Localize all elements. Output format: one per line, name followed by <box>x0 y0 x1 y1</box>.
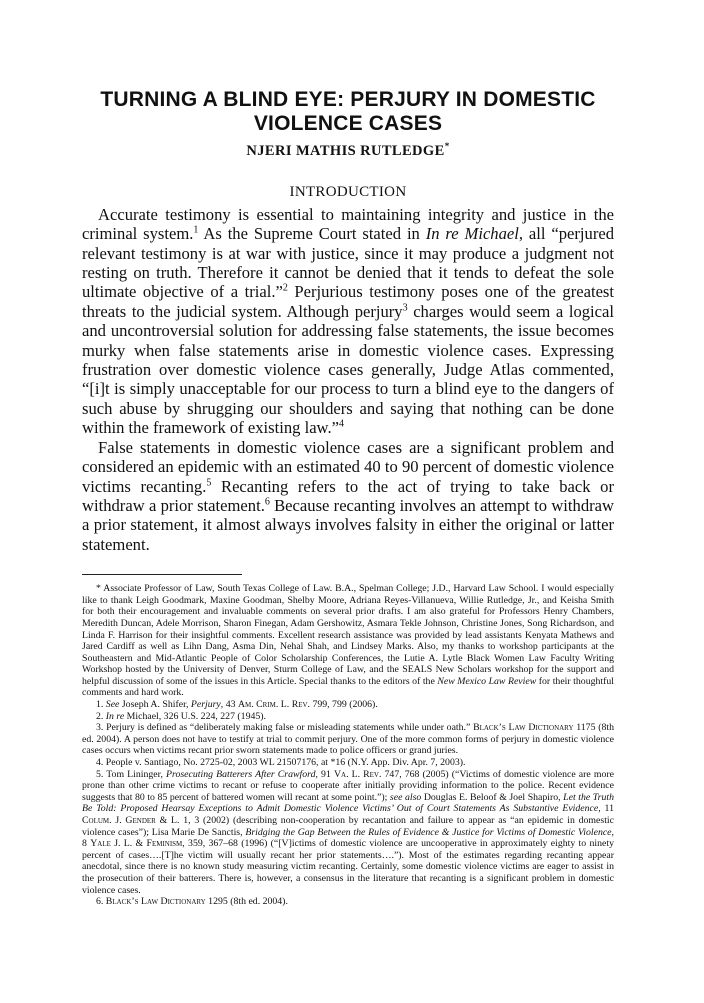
fn-star-text-b: for their thoughtful comments and hard work. <box>82 675 614 699</box>
p1-text-a: Accurate testimony is essential to maintaining integrity and justice in the criminal system. <box>82 204 614 244</box>
footnote-star <box>82 583 614 699</box>
fn5-journal-3: Yale J. L. & Feminism <box>90 838 183 850</box>
p1-text-c: , all “perjured relevant testimony is at war with justice, since it may produce a judgment not resting on truth. Therefore it cannot be denied that it tends to defeat the sole ultimate objective of a trial.” <box>82 224 615 302</box>
fn2-text: Michael, 326 U.S. 224, 227 (1945). <box>124 710 266 722</box>
fn3-text-a: 3. Perjury is defined as “deliberately making false or misleading statements while under oath.” <box>96 722 474 734</box>
author-name <box>82 141 614 160</box>
fn6-text: 1295 (8th ed. 2004). <box>205 896 288 908</box>
fn3-dictionary: Black’s Law Dictionary <box>473 722 574 734</box>
p2-text-b: Recanting refers to the act of trying to take back or withdraw a prior statement. <box>82 476 615 515</box>
fn5-text-e: , 11 <box>598 803 614 815</box>
footnote-1 <box>82 699 614 711</box>
title-line-1: TURNING A BLIND EYE: PERJURY IN DOMESTIC <box>100 88 596 111</box>
case-name-in-re-michael: In re Michael <box>425 224 519 244</box>
p1-text-e: charges would seem a logical and uncontroversial solution for addressing false statements, the issue becomes murky when false statements arise in domestic violence cases. Expressing frustration over domestic violence cases generally, Judge Atlas commented, “[i]t is simply unacceptable for our process to turn a blind eye to the dangers of such abuse by shrugging our shoulders and saying that nothing can be done within the framework of existing law.” <box>82 301 614 438</box>
fn5-text-b: , 91 <box>315 768 334 780</box>
footnote-ref-1: 1 <box>193 224 199 236</box>
body-paragraph-2 <box>82 438 614 554</box>
fn5-journal-1: Va. L. Rev. <box>333 768 382 780</box>
fn1-title: Perjury <box>190 699 221 711</box>
fn5-text-f: 1, 3 (2002) (describing non-cooperation by recantation and failure to appear as “an epidemic in domestic violence cases”); Lisa Marie De Sanctis, <box>82 815 614 838</box>
fn3-text-b: 1175 (8th ed. 2004). A person does not have to testify at trial to commit perjury. One of the more common forms of perjury in domestic violence cases occurs when victims recant prior sworn statements made to police officers or grand juries. <box>82 722 614 757</box>
footnote-ref-6: 6 <box>264 496 270 508</box>
fn5-signal: see also <box>389 791 422 803</box>
footnote-ref-3: 3 <box>402 302 408 314</box>
fn5-text-d: Douglas E. Beloof & Joel Shapiro, <box>421 791 564 803</box>
article-page <box>82 88 614 908</box>
footnote-6 <box>82 896 614 908</box>
p2-text-c: Because recanting involves an attempt to withdraw a prior statement, it almost always involves falsity in either the original or latter statement. <box>82 495 614 554</box>
fn5-journal-2: Colum. J. Gender & L. <box>82 815 180 827</box>
footnote-4 <box>82 757 614 769</box>
p2-text-a: False statements in domestic violence cases are a significant problem and considered an epidemic with an estimated 40 to 90 percent of domestic violence victims recanting. <box>82 437 614 496</box>
footnote-ref-5: 5 <box>206 476 212 488</box>
fn2-num: 2. <box>96 710 106 722</box>
fn5-text-h: , 359, 367–68 (1996) (“[V]ictims of domestic violence are uncooperative in approximately eighty to ninety percent of cases….[T]he victim will usually recant her prior statements….”). Most of the estimates regarding recanting appear anecdotal, since there is no known study measuring victim recanting. Certainly, some domestic violence victims are eager to assist in the prosecution of their batterers. There is, however, a consensus in the literature that recanting is a significant problem in domestic violence cases. <box>82 838 614 896</box>
fn5-title-3: Bridging the Gap Between the Rules of Evidence & Justice for Victims of Domestic Violence <box>245 826 612 838</box>
footnote-ref-2: 2 <box>282 282 288 294</box>
fn1-journal: Am. Crim. L. Rev. <box>237 699 311 711</box>
fn5-text-g: , 8 <box>82 826 614 850</box>
title-line-2: VIOLENCE CASES <box>253 112 443 135</box>
p1-text-b: As the Supreme Court stated in <box>198 224 426 244</box>
footnote-2 <box>82 711 614 723</box>
fn-star-text-a: * Associate Professor of Law, South Texas College of Law. B.A., Spelman College; J.D., Harvard Law School. I would especially like to thank Leigh Goodmark, Maxine Goodman, Shelby Moore, Adriana Reyes-Villanueva, Willie Rutledge, Jr., and Keisha Smith for both their encouragement and invaluable comments on several prior drafts. I am also grateful for Professors Henry Chambers, Meredith Duncan, Adele Morrison, Sharon Finegan, Adam Gershowitz, Asmara Tekle Johnson, Christine Jones, Song Richardson, and Linda F. Harrison for their insightful comments. Excellent research assistance was provided by lead assistants Kenyata Mathews and Jared Cardiff as well as Lihn Dang, Asma Din, Nehal Shah, and Lindsey Marks. Also, my thanks to workshop participants at the Southeastern and Mid-Atlantic People of Color Scholarship Conferences, the Lutie A. Lytle Black Women Law Faculty Writing Workshop hosted by the University of Denver, Sturm College of Law, and the SEALS New Scholars workshop for the support and helpful discussion of some of the issues in this Article. Special thanks to the editors of the <box>82 583 614 687</box>
fn1-text-a: Joseph A. Shifer, <box>119 699 191 711</box>
fn-star-journal: New Mexico Law Review <box>437 675 537 687</box>
fn6-num: 6. <box>96 896 106 908</box>
article-title <box>82 88 614 136</box>
footnote-3 <box>82 722 614 757</box>
footnote-divider <box>82 574 242 575</box>
section-heading: INTRODUCTION <box>289 183 407 200</box>
fn2-case: In re <box>105 710 125 722</box>
footnote-ref-4: 4 <box>338 418 344 430</box>
fn5-text-c: 747, 768 (2005) (“Victims of domestic violence are more prone than other crime victims to recant or refuse to cooperate after initially providing information to the police. Recent evidence suggests that 80 to 85 percent of battered women will recant at some point.”); <box>82 768 614 803</box>
fn1-num: 1. <box>96 699 106 711</box>
fn5-title-1: Prosecuting Batterers After Crawford <box>166 768 316 780</box>
author-footnote-mark: * <box>444 141 450 151</box>
fn1-text-b: , 43 <box>220 699 238 711</box>
fn5-text-a: 5. Tom Lininger, <box>96 768 167 780</box>
fn4-text: 4. People v. Santiago, No. 2725-02, 2003 WL 21507176, at *16 (N.Y. App. Div. Apr. 7, 2003). <box>96 757 466 769</box>
body-paragraph-1 <box>82 205 614 438</box>
footnote-5 <box>82 769 614 897</box>
fn6-dictionary: Black’s Law Dictionary <box>105 896 206 908</box>
author-text: NJERI MATHIS RUTLEDGE <box>246 142 445 159</box>
fn1-signal: See <box>105 699 120 711</box>
fn1-text-c: 799, 799 (2006). <box>310 699 378 711</box>
p1-text-d: Perjurious testimony poses one of the greatest threats to the judicial system. Although perjury <box>82 282 614 321</box>
fn5-title-2: Let the Truth Be Told: Proposed Hearsay Exceptions to Admit Domestic Violence Victims’ Out of Court Statements As Substantive Evidence <box>82 791 614 815</box>
